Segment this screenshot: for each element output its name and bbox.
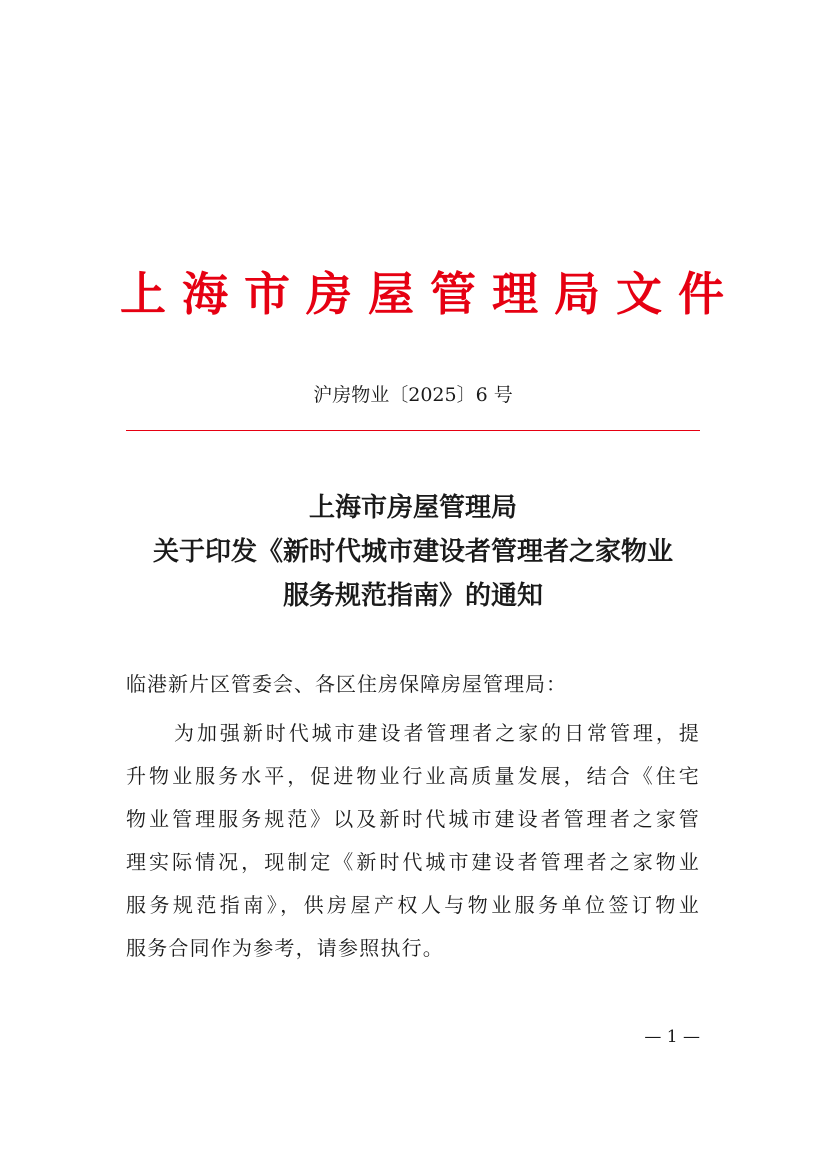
issuer-banner: 上海市房屋管理局文件 <box>120 267 740 321</box>
body-line: 服务规范指南》，供房屋产权人与物业服务单位签订物业 <box>126 893 700 917</box>
body-line: 升物业服务水平，促进物业行业高质量发展，结合《住宅 <box>126 764 700 788</box>
title-line: 服务规范指南》的通知 <box>282 581 543 611</box>
body-line: 服务合同作为参考，请参照执行。 <box>126 936 444 960</box>
body-line: 理实际情况，现制定《新时代城市建设者管理者之家物业 <box>126 850 700 874</box>
body-line: 物业管理服务规范》以及新时代城市建设者管理者之家管 <box>126 807 700 831</box>
body-line: 为加强新时代城市建设者管理者之家的日常管理，提 <box>174 721 700 745</box>
title-line: 上海市房屋管理局 <box>308 493 517 523</box>
salutation: 临港新片区管委会、各区住房保障房屋管理局： <box>126 672 567 696</box>
title-line: 关于印发《新时代城市建设者管理者之家物业 <box>152 537 673 567</box>
document-title <box>110 486 716 618</box>
red-divider <box>126 430 700 431</box>
page-number: — 1 — <box>644 1027 700 1047</box>
document-number: 沪房物业〔2025〕6 号 <box>313 384 513 406</box>
body-paragraph <box>126 712 700 970</box>
